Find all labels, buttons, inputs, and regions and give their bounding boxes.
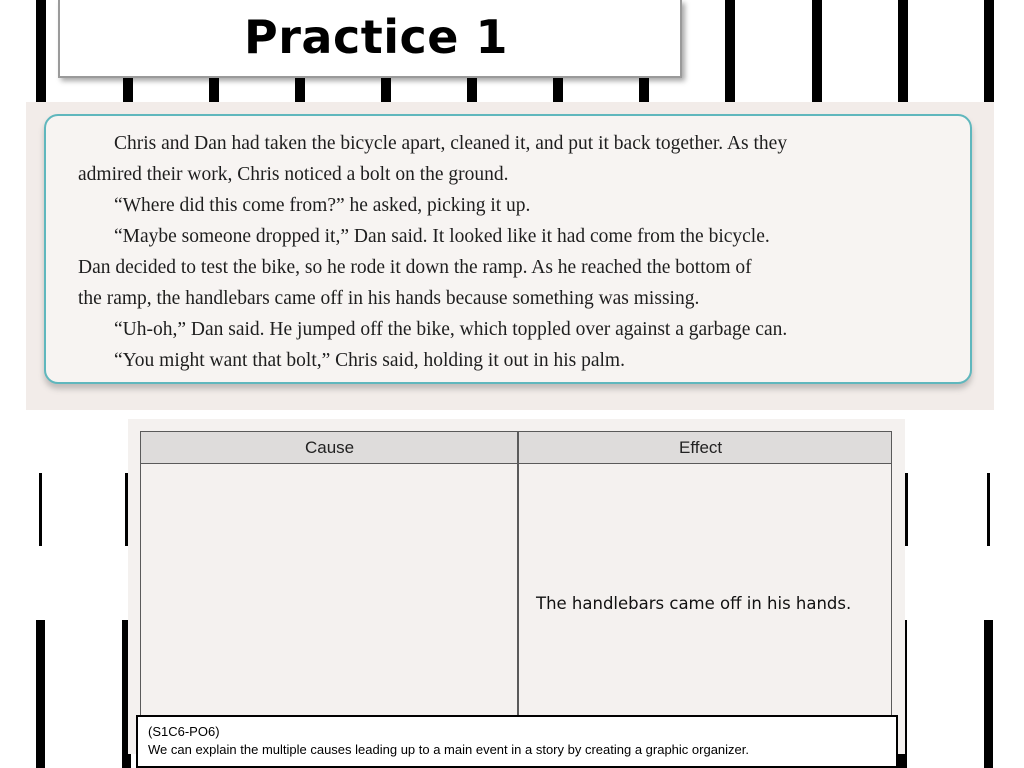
effect-cell: The handlebars came off in his hands.: [536, 594, 852, 613]
passage-line: “Where did this come from?” he asked, picking it up.: [114, 195, 531, 216]
objective-caption: [136, 715, 898, 768]
column-divider: [517, 432, 519, 726]
decorative-bar: [381, 78, 391, 104]
passage-image: [26, 102, 994, 410]
passage-line: Chris and Dan had taken the bicycle apart, cleaned it, and put it back together. As they: [114, 133, 788, 154]
decorative-bar: [984, 620, 993, 768]
objective-text: We can explain the multiple causes leading up to a main event in a story by creating a graphic organizer.: [148, 742, 749, 757]
passage-line: Dan decided to test the bike, so he rode it down the ramp. As he reached the bottom of: [78, 257, 752, 278]
decorative-bar: [725, 0, 735, 104]
decorative-bar: [812, 0, 822, 104]
standard-code: (S1C6-PO6): [148, 724, 220, 739]
passage-line: “Uh-oh,” Dan said. He jumped off the bike, which toppled over against a garbage can.: [114, 319, 788, 340]
decorative-bar: [39, 473, 42, 546]
decorative-bar: [295, 78, 305, 104]
decorative-bar: [987, 473, 990, 546]
effect-header: Effect: [679, 438, 723, 457]
passage-card: [44, 114, 972, 384]
cause-header: Cause: [305, 438, 355, 457]
passage-line: “You might want that bolt,” Chris said, holding it out in his palm.: [114, 350, 625, 371]
decorative-bar: [984, 0, 994, 104]
decorative-bar: [905, 473, 908, 546]
decorative-bar: [467, 78, 477, 104]
passage-line: “Maybe someone dropped it,” Dan said. It looked like it had come from the bicycle.: [114, 226, 770, 247]
passage-line: admired their work, Chris noticed a bolt on the ground.: [78, 164, 509, 185]
decorative-bar: [898, 0, 908, 104]
title-box: [58, 0, 682, 78]
decorative-bar: [36, 620, 45, 768]
decorative-bar: [36, 0, 46, 104]
decorative-bar: [553, 78, 563, 104]
decorative-bar: [209, 78, 219, 104]
passage-line: the ramp, the handlebars came off in his hands because something was missing.: [78, 288, 700, 309]
cause-effect-organizer: [128, 419, 905, 754]
decorative-bar: [639, 78, 649, 104]
cause-effect-table: [140, 431, 892, 727]
slide-title: Practice 1: [244, 10, 508, 64]
decorative-bar: [123, 78, 133, 104]
table-header: [141, 432, 891, 464]
